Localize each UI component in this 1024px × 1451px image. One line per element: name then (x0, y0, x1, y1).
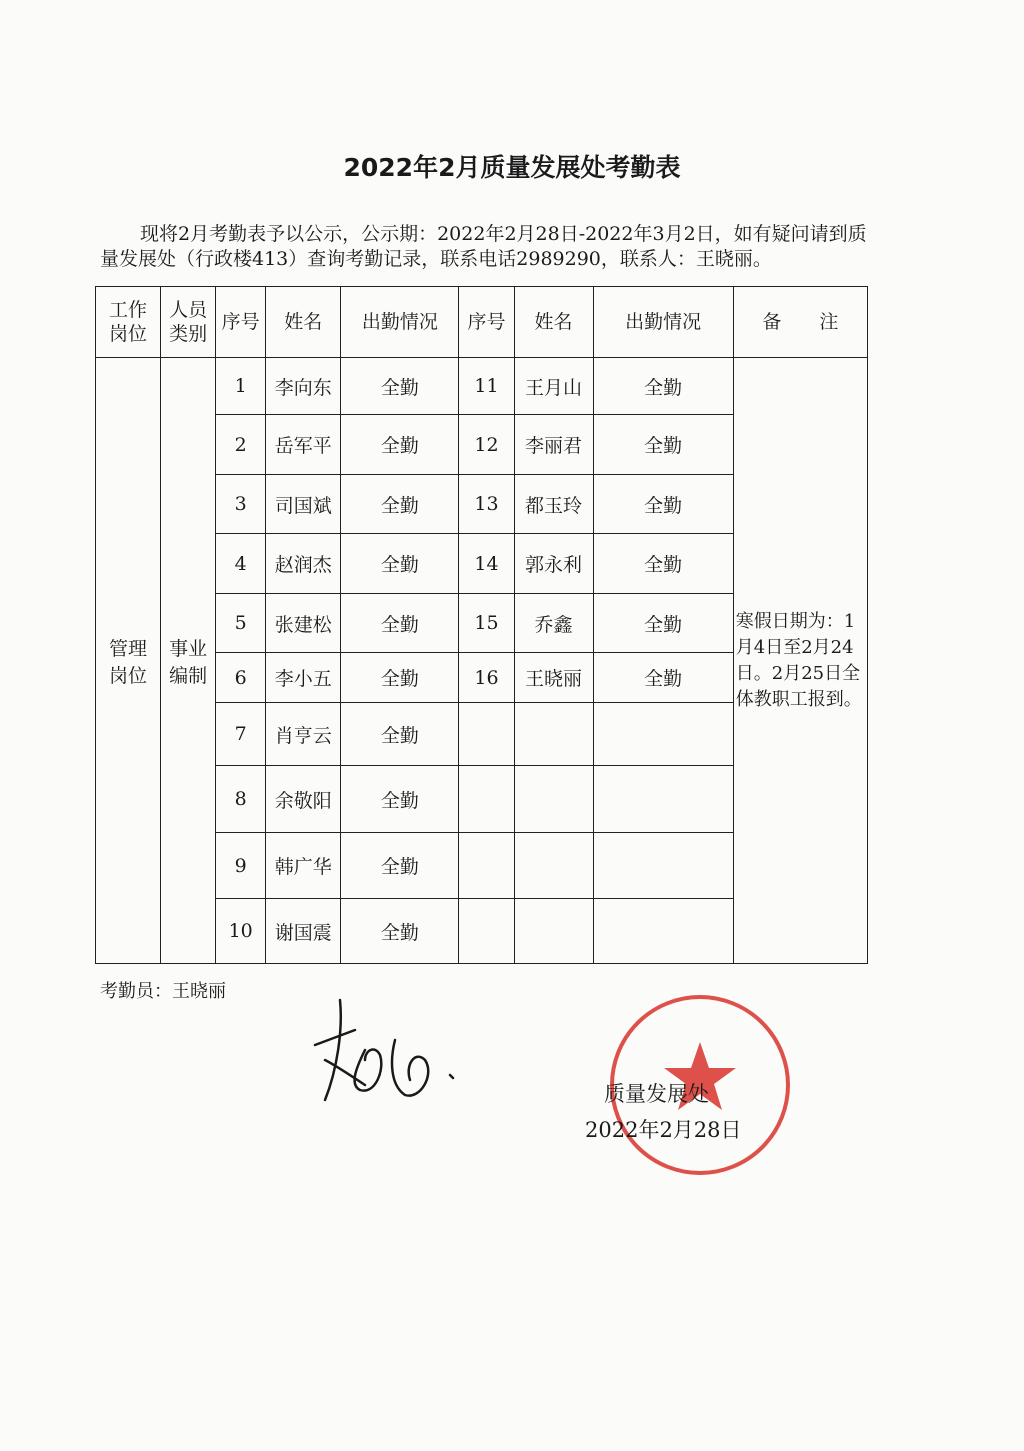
attendance-cell: 全勤 (341, 653, 459, 703)
header-staff-type: 人员类别 (161, 287, 216, 358)
name-cell: 郭永利 (514, 534, 593, 594)
name-cell: 赵润杰 (266, 534, 341, 594)
header-work-post: 工作岗位 (96, 287, 161, 358)
header-attendance-2: 出勤情况 (593, 287, 733, 358)
seq-cell: 10 (216, 899, 266, 964)
seq-cell (459, 766, 514, 833)
name-cell: 岳军平 (266, 415, 341, 475)
attendance-cell (593, 766, 733, 833)
remarks-cell: 寒假日期为：1月4日至2月24日。2月25日全体教职工报到。 (733, 358, 867, 964)
attendance-cell: 全勤 (593, 475, 733, 534)
attendance-cell (593, 899, 733, 964)
seq-cell: 3 (216, 475, 266, 534)
attendance-cell (593, 833, 733, 899)
attendance-cell: 全勤 (593, 594, 733, 653)
attendance-cell (593, 703, 733, 766)
seq-cell (459, 703, 514, 766)
intro-paragraph: 现将2月考勤表予以公示，公示期：2022年2月28日-2022年3月2日，如有疑问请到质量发展处（行政楼413）查询考勤记录，联系电话2989290，联系人：王晓丽。 (100, 223, 867, 270)
header-seq-2: 序号 (459, 287, 514, 358)
attendance-cell: 全勤 (593, 534, 733, 594)
seq-cell: 15 (459, 594, 514, 653)
seq-cell: 11 (459, 358, 514, 415)
seq-cell: 12 (459, 415, 514, 475)
seq-cell: 2 (216, 415, 266, 475)
seq-cell (459, 833, 514, 899)
attendance-cell: 全勤 (341, 415, 459, 475)
name-cell: 肖亨云 (266, 703, 341, 766)
name-cell (514, 833, 593, 899)
name-cell (514, 899, 593, 964)
attendance-cell: 全勤 (341, 833, 459, 899)
name-cell: 乔鑫 (514, 594, 593, 653)
header-attendance: 出勤情况 (341, 287, 459, 358)
work-post-cell: 管理岗位 (96, 358, 161, 964)
attendance-cell: 全勤 (341, 766, 459, 833)
attendance-cell: 全勤 (341, 358, 459, 415)
name-cell: 张建松 (266, 594, 341, 653)
attendance-table (95, 286, 868, 964)
seq-cell: 8 (216, 766, 266, 833)
attendance-cell: 全勤 (341, 534, 459, 594)
name-cell: 王月山 (514, 358, 593, 415)
staff-type-cell: 事业编制 (161, 358, 216, 964)
attendant-label: 考勤员：王晓丽 (100, 981, 226, 1002)
name-cell: 李小五 (266, 653, 341, 703)
name-cell (514, 766, 593, 833)
seq-cell (459, 899, 514, 964)
office-name: 质量发展处 (604, 1082, 709, 1106)
table-header-row (96, 287, 868, 358)
seq-cell: 13 (459, 475, 514, 534)
name-cell: 韩广华 (266, 833, 341, 899)
name-cell: 余敬阳 (266, 766, 341, 833)
name-cell: 都玉玲 (514, 475, 593, 534)
header-name-2: 姓名 (514, 287, 593, 358)
name-cell: 王晓丽 (514, 653, 593, 703)
seq-cell: 1 (216, 358, 266, 415)
name-cell: 李丽君 (514, 415, 593, 475)
seq-cell: 16 (459, 653, 514, 703)
header-remarks: 备 注 (733, 287, 867, 358)
attendance-cell: 全勤 (341, 594, 459, 653)
table-row (96, 358, 868, 415)
seq-cell: 6 (216, 653, 266, 703)
header-name: 姓名 (266, 287, 341, 358)
header-seq: 序号 (216, 287, 266, 358)
seq-cell: 7 (216, 703, 266, 766)
signature-date: 2022年2月28日 (585, 1118, 742, 1142)
attendance-cell: 全勤 (341, 703, 459, 766)
attendance-cell: 全勤 (341, 475, 459, 534)
document-title: 2022年2月质量发展处考勤表 (343, 153, 681, 182)
name-cell: 李向东 (266, 358, 341, 415)
attendance-cell: 全勤 (593, 358, 733, 415)
name-cell (514, 703, 593, 766)
attendance-cell: 全勤 (593, 415, 733, 475)
attendance-cell: 全勤 (341, 899, 459, 964)
seq-cell: 9 (216, 833, 266, 899)
handwritten-signature (295, 990, 465, 1120)
attendance-cell: 全勤 (593, 653, 733, 703)
seq-cell: 14 (459, 534, 514, 594)
name-cell: 司国斌 (266, 475, 341, 534)
seq-cell: 5 (216, 594, 266, 653)
name-cell: 谢国震 (266, 899, 341, 964)
seq-cell: 4 (216, 534, 266, 594)
